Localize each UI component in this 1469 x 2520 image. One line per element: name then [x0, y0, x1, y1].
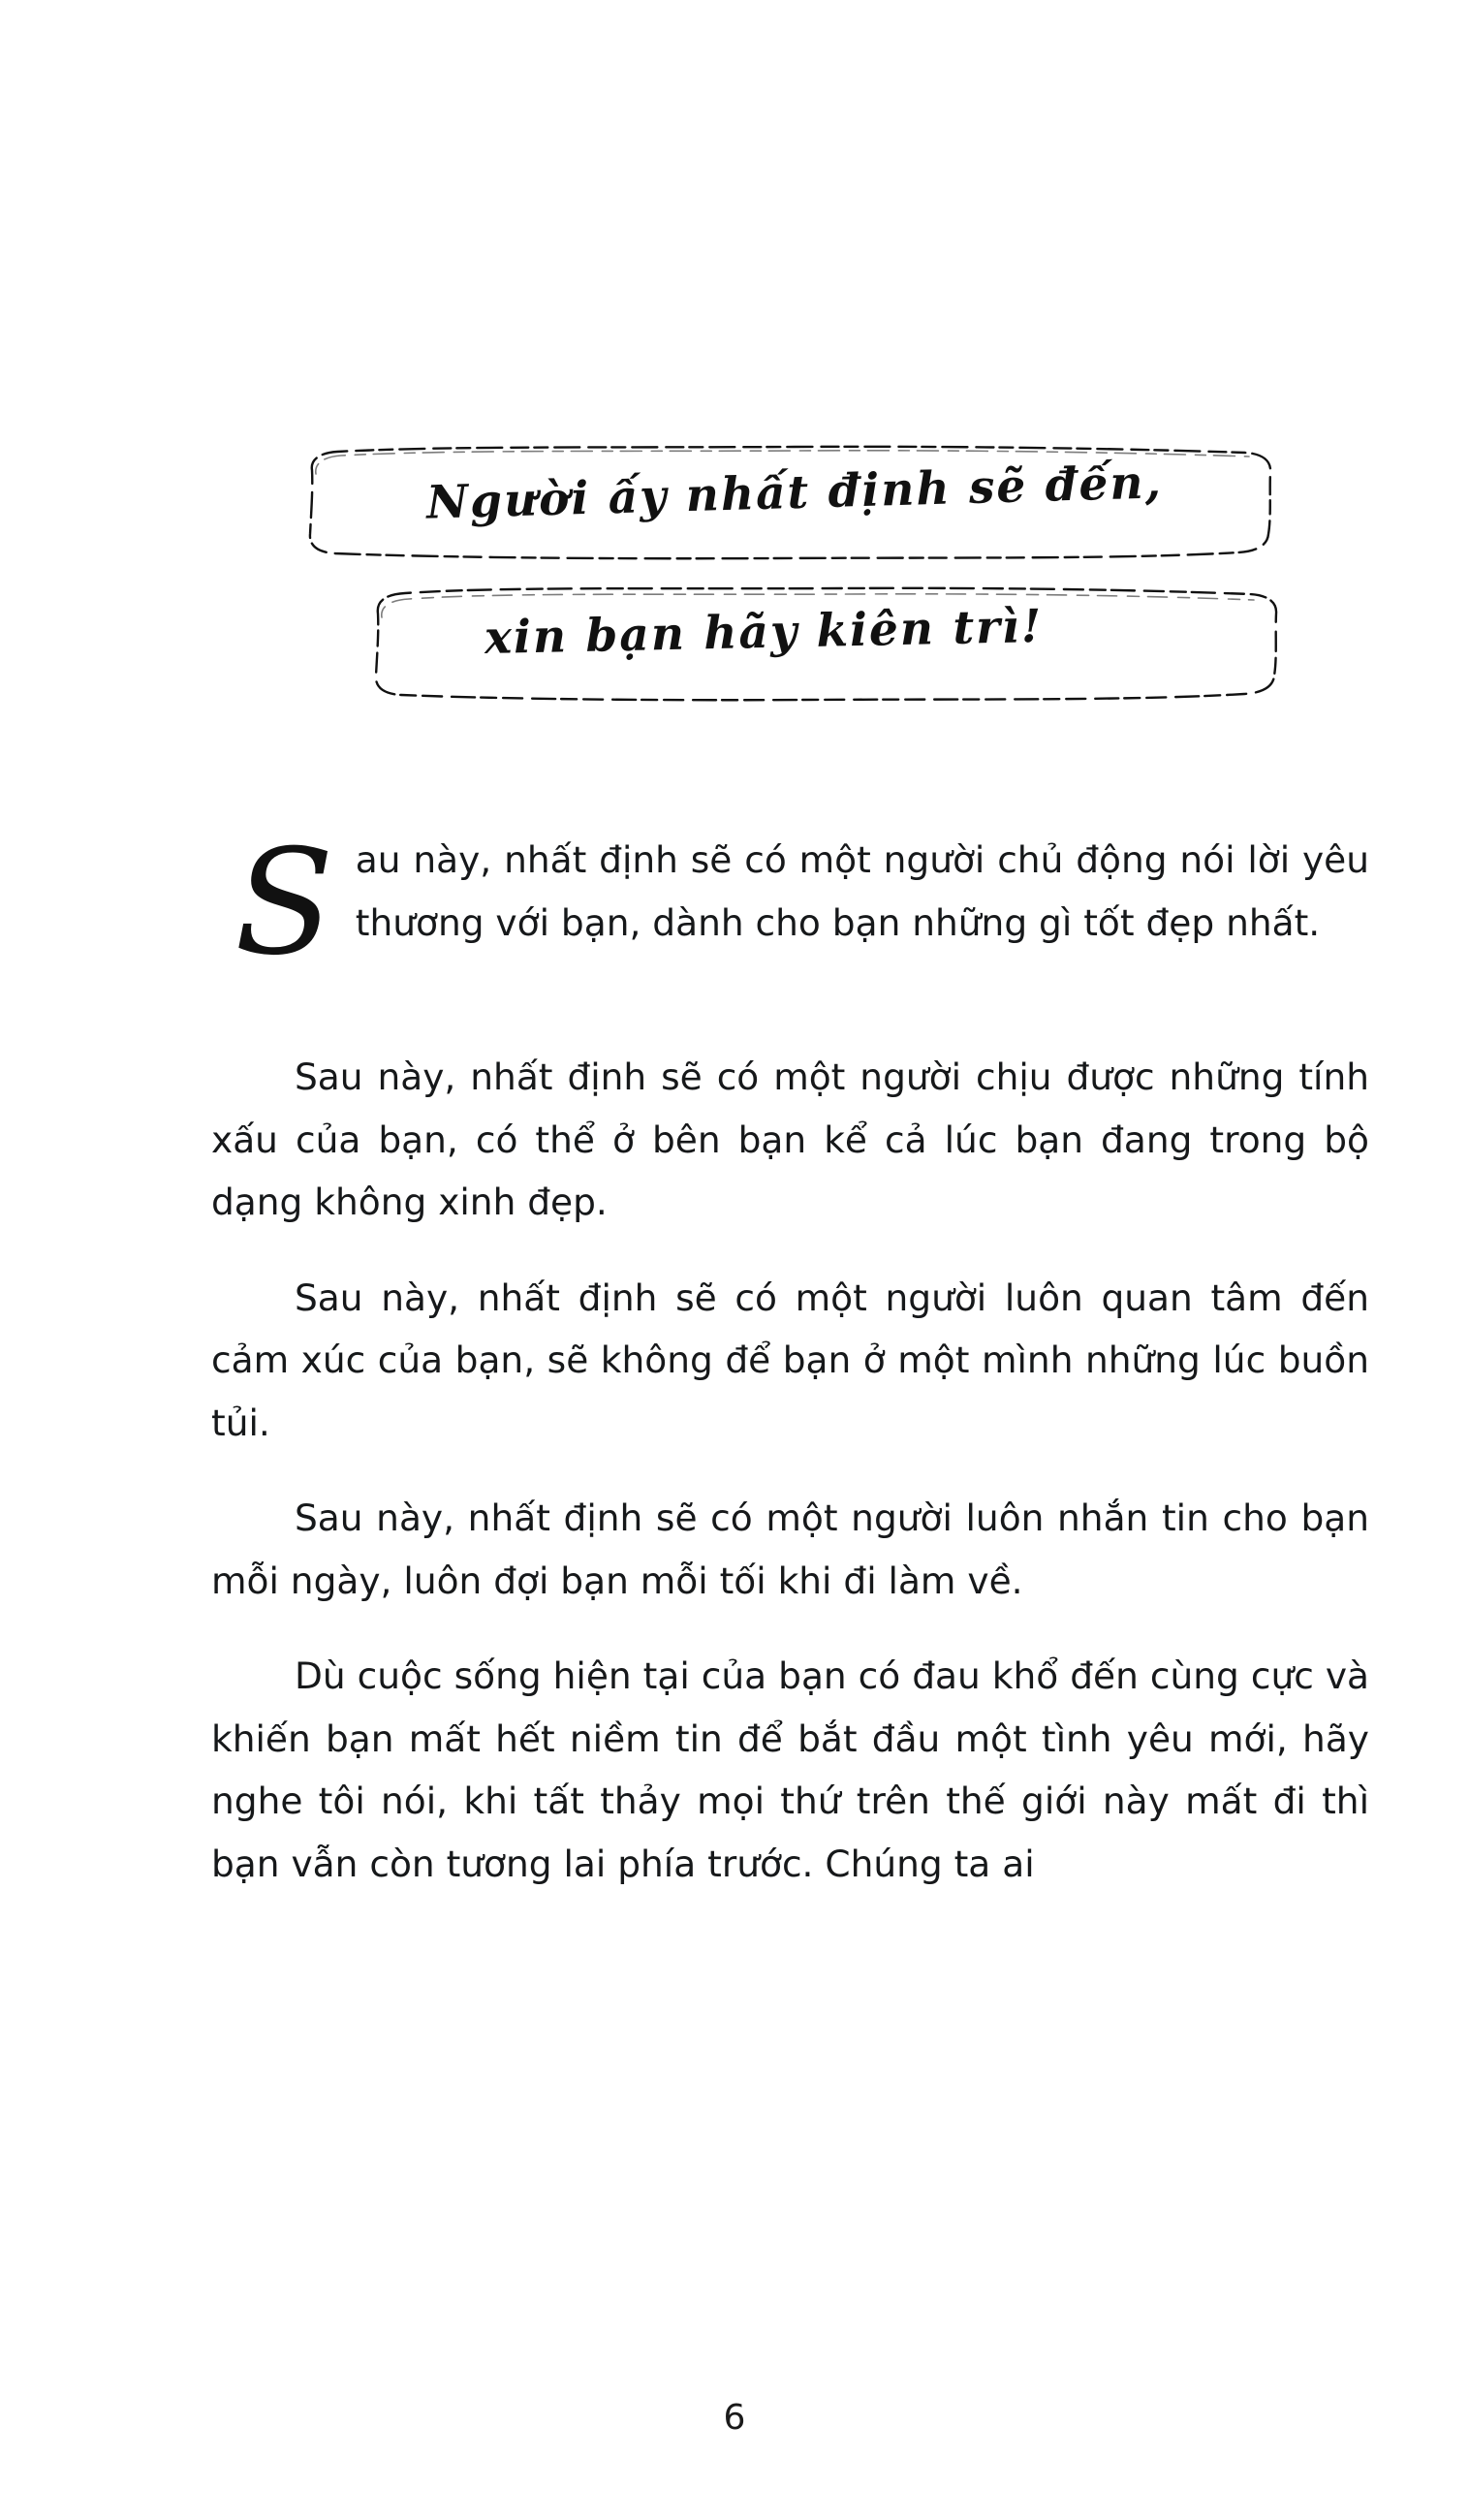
paragraph-1	[211, 819, 1369, 1013]
paragraph-3: Sau này, nhất định sẽ có một người luôn quan tâm đến cảm xúc của bạn, sẽ không để bạn ở một mình những lúc buồn tủi.	[211, 1276, 1369, 1444]
drop-cap: S	[234, 819, 334, 988]
title-line-2	[291, 581, 1357, 707]
paragraph-5: Dù cuộc sống hiện tại của bạn có đau khổ đến cùng cực và khiến bạn mất hết niềm tin để bắt đầu một tình yêu mới, hãy nghe tôi nói, khi tất thảy mọi thứ trên thế giới này mất đi thì bạn vẫn còn tương lai phía trước. Chúng ta ai	[211, 1654, 1369, 1885]
chapter-title-block	[291, 441, 1357, 707]
page-number: 6	[723, 2398, 746, 2438]
body-text	[211, 819, 1369, 1895]
paragraph-4: Sau này, nhất định sẽ có một người luôn nhắn tin cho bạn mỗi ngày, luôn đợi bạn mỗi tối khi đi làm về.	[211, 1496, 1369, 1602]
chapter-title-line-1: Người ấy nhất định sẽ đến,	[425, 456, 1164, 530]
title-line-1	[291, 441, 1357, 567]
paragraph-1-text: au này, nhất định sẽ có một người chủ động nói lời yêu thương với bạn, dành cho bạn những gì tốt đẹp nhất.	[355, 838, 1369, 944]
chapter-title-line-2: xin bạn hãy kiên trì!	[484, 599, 1044, 666]
paragraph-2: Sau này, nhất định sẽ có một người chịu được những tính xấu của bạn, có thể ở bên bạn kể cả lúc bạn đang trong bộ dạng không xinh đẹp.	[211, 1055, 1369, 1223]
